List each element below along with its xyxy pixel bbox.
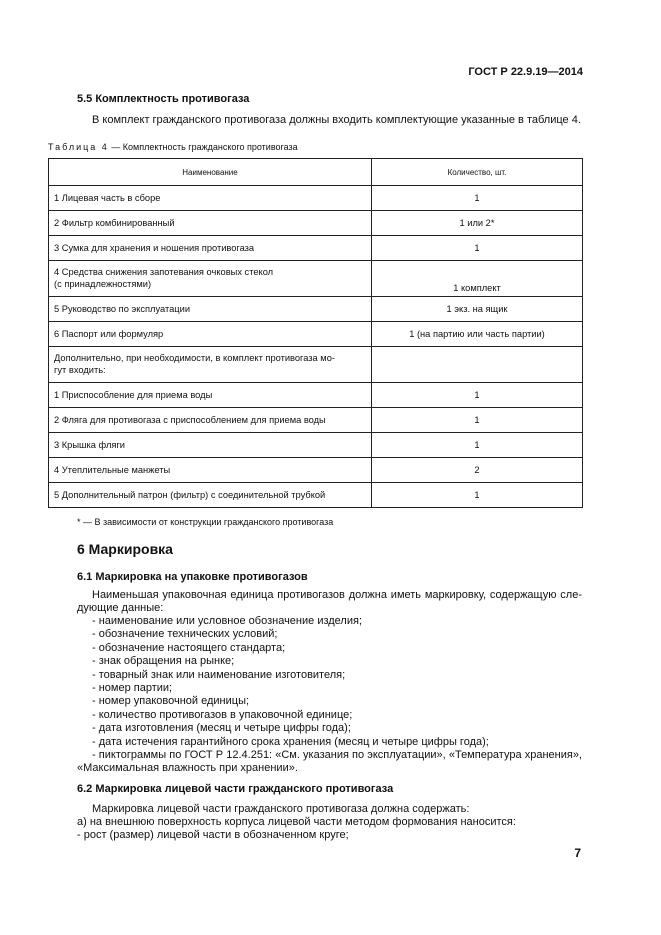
table-row (49, 211, 583, 236)
cell-name: 1 Лицевая часть в сборе (49, 186, 372, 211)
table-4-footnote: * — В зависимости от конструкции гражданского противогаза (77, 517, 334, 527)
table-row (49, 408, 583, 433)
section-6-2-title: 6.2 Маркировка лицевой части гражданского противогаза (77, 783, 394, 795)
cell-name: 4 Утеплительные манжеты (49, 458, 372, 483)
table-header-row (49, 159, 583, 186)
section-6-1-intro-line-2: дующие данные: (77, 602, 164, 614)
marking-items-list (77, 615, 489, 749)
table-row (49, 458, 583, 483)
table-row (49, 297, 583, 322)
list-item: - наименование или условное обозначение изделия; (92, 615, 363, 627)
table-4-caption-rest: — Комплектность гражданского противогаза (108, 142, 298, 152)
pictograms-l1: - пиктограммы по ГОСТ Р 12.4.251: «См. указания по эксплуатации», «Температура хранения», (92, 749, 582, 761)
cell-qty: 1 или 2* (372, 211, 583, 236)
document-id: ГОСТ Р 22.9.19—2014 (468, 66, 583, 78)
table-row (49, 483, 583, 508)
cell-qty: 1 (372, 408, 583, 433)
cell-name: 5 Руководство по эксплуатации (49, 297, 372, 322)
section-6-1-intro-l1: Наименьшая упаковочная единица противогазов должна иметь маркировку, содержащую сле- (92, 589, 582, 601)
column-header-qty: Количество, шт. (372, 159, 583, 186)
section-6-title: 6 Маркировка (77, 541, 173, 557)
list-item: - количество противогазов в упаковочной единице; (92, 708, 353, 721)
cell-name-line-1: 4 Средства снижения запотевания очковых стекол (54, 267, 274, 277)
list-item: - товарный знак или наименование изготовителя; (92, 668, 346, 681)
cell-qty: 1 комплект (372, 261, 583, 297)
table-row (49, 236, 583, 261)
cell-name: 6 Паспорт или формуляр (49, 322, 372, 347)
list-item: - обозначение настоящего стандарта; (92, 641, 286, 654)
table-row (49, 186, 583, 211)
cell-name: 2 Фляга для противогаза с приспособлением для приема воды (49, 408, 372, 433)
cell-name: 5 Дополнительный патрон (фильтр) с соединительной трубкой (49, 483, 372, 508)
cell-qty: 1 экз. на ящик (372, 297, 583, 322)
list-item: - номер упаковочной единицы; (92, 695, 250, 708)
section-6-2-line-2: а) на внешнюю поверхность корпуса лицевой части методом формования наносится: (77, 816, 516, 828)
table-4 (48, 158, 583, 508)
cell-name-line-2: гут входить: (54, 364, 106, 375)
page-number: 7 (574, 846, 581, 860)
cell-name (49, 347, 372, 383)
column-header-name: Наименование (49, 159, 372, 186)
list-item: - номер партии; (92, 682, 173, 695)
table-row (49, 347, 583, 383)
list-item: - дата изготовления (месяц и четыре цифры года); (92, 722, 351, 735)
cell-qty: 1 (372, 433, 583, 458)
table-row (49, 261, 583, 297)
section-6-2-line-1: Маркировка лицевой части гражданского противогаза должна содержать: (92, 803, 470, 815)
table-4-caption (48, 142, 298, 152)
section-5-5-title: 5.5 Комплектность противогаза (77, 93, 250, 105)
cell-qty: 1 (372, 186, 583, 211)
table-row (49, 383, 583, 408)
list-item: - обозначение технических условий; (92, 628, 278, 641)
list-item: - дата истечения гарантийного срока хранения (месяц и четыре цифры года); (92, 735, 489, 748)
cell-qty: 1 (на партию или часть партии) (372, 322, 583, 347)
section-5-5-text: В комплект гражданского противогаза должны входить комплектующие указанные в таблице 4. (92, 114, 581, 126)
cell-qty: 1 (372, 483, 583, 508)
section-6-2-line-3: - рост (размер) лицевой части в обозначенном круге; (77, 829, 349, 841)
cell-name: 3 Сумка для хранения и ношения противогаза (49, 236, 372, 261)
list-item-pictograms-line-2: «Максимальная влажность при хранении». (77, 762, 298, 774)
cell-qty: 1 (372, 383, 583, 408)
table-row (49, 322, 583, 347)
cell-qty: 1 (372, 236, 583, 261)
section-6-1-intro-line-1 (77, 589, 582, 602)
section-6-1-title: 6.1 Маркировка на упаковке противогазов (77, 571, 308, 583)
cell-qty: 2 (372, 458, 583, 483)
cell-name (49, 261, 372, 297)
cell-name: 2 Фильтр комбинированный (49, 211, 372, 236)
table-4-caption-prefix: Таблица 4 (48, 142, 109, 152)
table-row (49, 433, 583, 458)
cell-qty (372, 347, 583, 383)
cell-name-line-2: (с принадлежностями) (54, 278, 152, 289)
cell-name-line-1: Дополнительно, при необходимости, в комплект противогаза мо- (54, 353, 335, 363)
cell-name: 1 Приспособление для приема воды (49, 383, 372, 408)
cell-name: 3 Крышка фляги (49, 433, 372, 458)
list-item-pictograms-line-1 (77, 749, 582, 762)
list-item: - знак обращения на рынке; (92, 655, 235, 668)
